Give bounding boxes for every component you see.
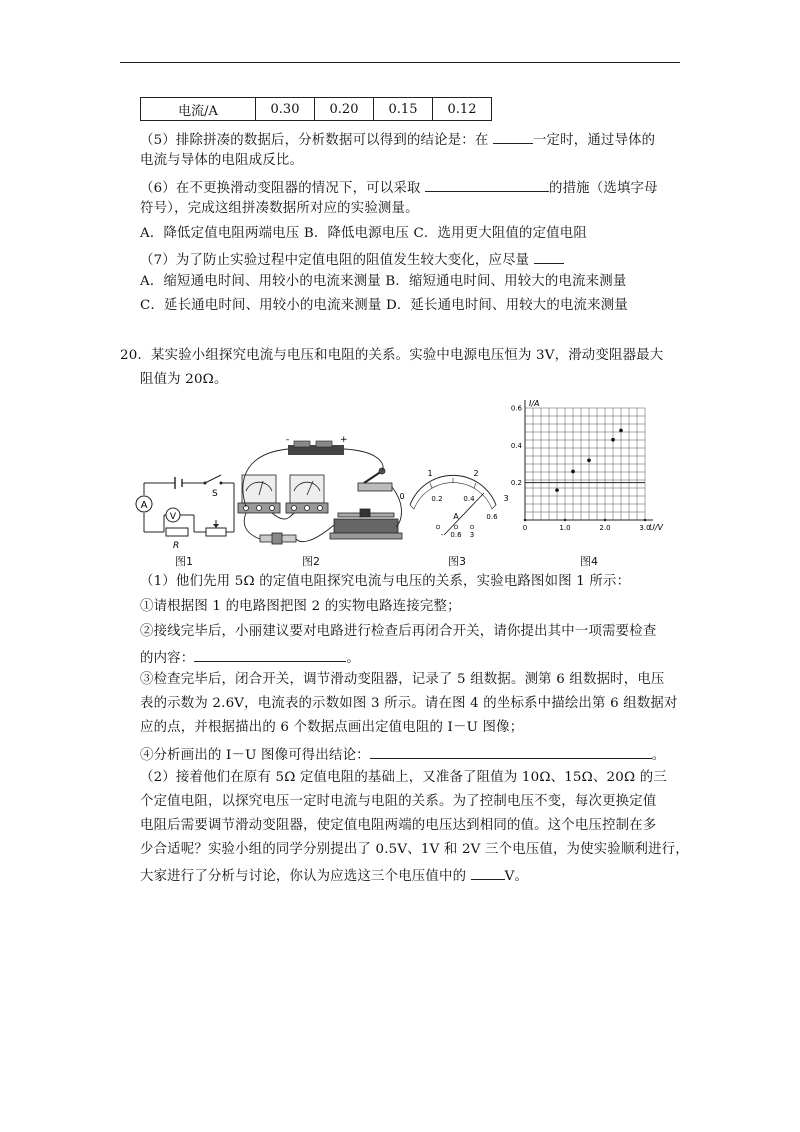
resistor-label: R [173, 541, 180, 551]
data-point [619, 429, 623, 433]
switch-device [358, 468, 392, 491]
q19-part5-line1: （5）排除拼凑的数据后，分析数据可以得到的结论是：在 一定时，通过导体的 [140, 129, 655, 150]
chart-tick-labels [511, 405, 651, 533]
figure-3-ammeter-dial [392, 465, 512, 545]
voltmeter-label: V [169, 512, 177, 522]
resistor-device [260, 533, 296, 544]
chart-x-label: U/V [649, 523, 664, 532]
q19-part7-line1: （7）为了防止实验过程中定值电阻的阻值发生较大变化，应尽量 [140, 249, 564, 270]
x-tick-label: 0 [522, 524, 528, 532]
ammeter-label: A [140, 500, 148, 511]
figure-1-caption: 图1 [175, 555, 193, 568]
q20-part2-line1: （2）接着他们在原有 5Ω 定值电阻的基础上，又准备了阻值为 10Ω、15Ω、20Ω 的三 [140, 770, 667, 785]
switch-label: S [212, 489, 218, 499]
figure-4-iu-chart [505, 392, 670, 547]
answer-blank[interactable] [194, 647, 346, 662]
q19-part6-line2: 符号），完成这组拼凑数据所对应的实验测量。 [140, 201, 419, 216]
y-tick-label: 0.6 [510, 404, 522, 413]
dial-terminal: 0.6 [450, 531, 462, 539]
table-cell: 0.15 [374, 98, 433, 121]
answer-blank[interactable] [370, 744, 652, 759]
q20-step1: ①请根据图 1 的电路图把图 2 的实物电路连接完整； [140, 599, 461, 614]
answer-blank[interactable] [425, 177, 549, 192]
q20-part2-line5: 大家进行了分析与讨论，你认为应选这三个电压值中的 V。 [140, 865, 528, 886]
x-tick-label: 3.0 [639, 524, 651, 532]
x-tick-label: 1.0 [559, 524, 571, 532]
q20-step2-line1: ②接线完毕后，小丽建议要对电路进行检查后再闭合开关，请你提出其中一项需要检查 [140, 624, 657, 639]
data-point [571, 470, 575, 474]
table-cell: 0.20 [315, 98, 374, 121]
q20-part2-line4: 少合适呢？实验小组的同学分别提出了 0.5V、1V 和 2V 三个电压值，为使实验顺利进行， [140, 842, 689, 857]
q19-part7-options-ab: A．缩短通电时间、用较小的电流来测量 B．缩短通电时间、用较大的电流来测量 [140, 274, 627, 289]
data-point [555, 488, 559, 492]
q20-step3-line1: ③检查完毕后，闭合开关，调节滑动变阻器，记录了 5 组数据。测第 6 组数据时，电压 [140, 672, 665, 687]
x-tick-mark [644, 519, 647, 522]
q20-part2-line3: 电阻后需要调节滑动变阻器，使定值电阻两端的电压达到相同的值。这个电压控制在多 [140, 818, 657, 833]
answer-blank[interactable] [534, 249, 564, 264]
voltmeter-device [286, 475, 328, 513]
figure-4-caption: 图4 [580, 555, 598, 568]
x-tick-mark [564, 519, 567, 522]
dial-scale-top: 3 [503, 494, 509, 503]
x-tick-mark [604, 519, 607, 522]
q20-step4: ④分析画出的 I－U 图像可得出结论： 。 [140, 744, 665, 765]
q20-step3-line3: 应的点，并根据描出的 6 个数据点画出定值电阻的 I－U 图像； [140, 720, 524, 735]
chart-grid [525, 408, 645, 520]
q20-step3-line2: 表的示数为 2.6V，电流表的示数如图 3 所示。请在图 4 的坐标系中描绘出第 6 组数据对 [140, 696, 678, 711]
x-tick-label: 2.0 [599, 524, 611, 532]
figure-2-physical-circuit [230, 435, 410, 560]
chart-y-label: I/A [529, 399, 540, 408]
dial-terminal: - [440, 531, 444, 539]
ammeter-device [238, 475, 280, 513]
battery-minus: - [286, 435, 290, 445]
answer-blank[interactable] [471, 865, 505, 880]
header-rule [120, 62, 680, 63]
q20-intro-line1: 20．某实验小组探究电流与电压和电阻的关系。实验中电源电压恒为 3V，滑动变阻器最大 [120, 348, 664, 363]
dial-scale-top: 2 [473, 469, 479, 478]
dial-unit: A [453, 512, 459, 521]
table-cell: 0.30 [256, 98, 315, 121]
dial-scale-top: 1 [427, 469, 433, 478]
q19-part6-line1: （6）在不更换滑动变阻器的情况下，可以采取 的措施（选填字母 [140, 177, 658, 198]
x-tick-mark [524, 519, 527, 522]
battery-box [286, 435, 348, 455]
dial-scale-bottom: 0.2 [431, 495, 443, 503]
dial-scale-bottom: 0.4 [463, 495, 475, 503]
table-cell: 0.12 [433, 98, 492, 121]
q20-step2-line2: 的内容： 。 [140, 647, 360, 668]
rheostat-symbol [206, 528, 226, 536]
table-row [141, 98, 492, 121]
q19-part6-options: A．降低定值电阻两端电压 B．降低电源电压 C．选用更大阻值的定值电阻 [140, 226, 587, 241]
q20-part1: （1）他们先用 5Ω 的定值电阻探究电流与电压的关系，实验电路图如图 1 所示： [140, 574, 631, 589]
data-point [587, 458, 591, 462]
dial-scale-bottom: 0.6 [486, 513, 498, 521]
q19-part5-line2: 电流与导体的电阻成反比。 [140, 153, 304, 168]
data-point [611, 438, 615, 442]
q20-part2-line2: 个定值电阻，以探究电压一定时电流与电阻的关系。为了控制电压不变，每次更换定值 [140, 794, 657, 809]
y-tick-label: 0.2 [510, 479, 522, 488]
table-header-cell: 电流/A [141, 98, 256, 121]
figure-2-caption: 图2 [302, 555, 320, 568]
dial-zero: 0 [399, 492, 405, 501]
battery-plus: + [340, 435, 348, 445]
dial-terminal: 3 [469, 531, 475, 539]
answer-blank[interactable] [493, 129, 533, 144]
y-tick-label: 0.4 [510, 441, 522, 450]
q20-intro-line2: 阻值为 20Ω。 [140, 372, 228, 387]
resistor-symbol [166, 528, 188, 536]
figure-3-caption: 图3 [448, 555, 466, 568]
current-table [140, 97, 492, 121]
q19-part7-options-cd: C．延长通电时间、用较小的电流来测量 D．延长通电时间、用较大的电流来测量 [140, 298, 628, 313]
figure-1-circuit-diagram [130, 470, 240, 565]
